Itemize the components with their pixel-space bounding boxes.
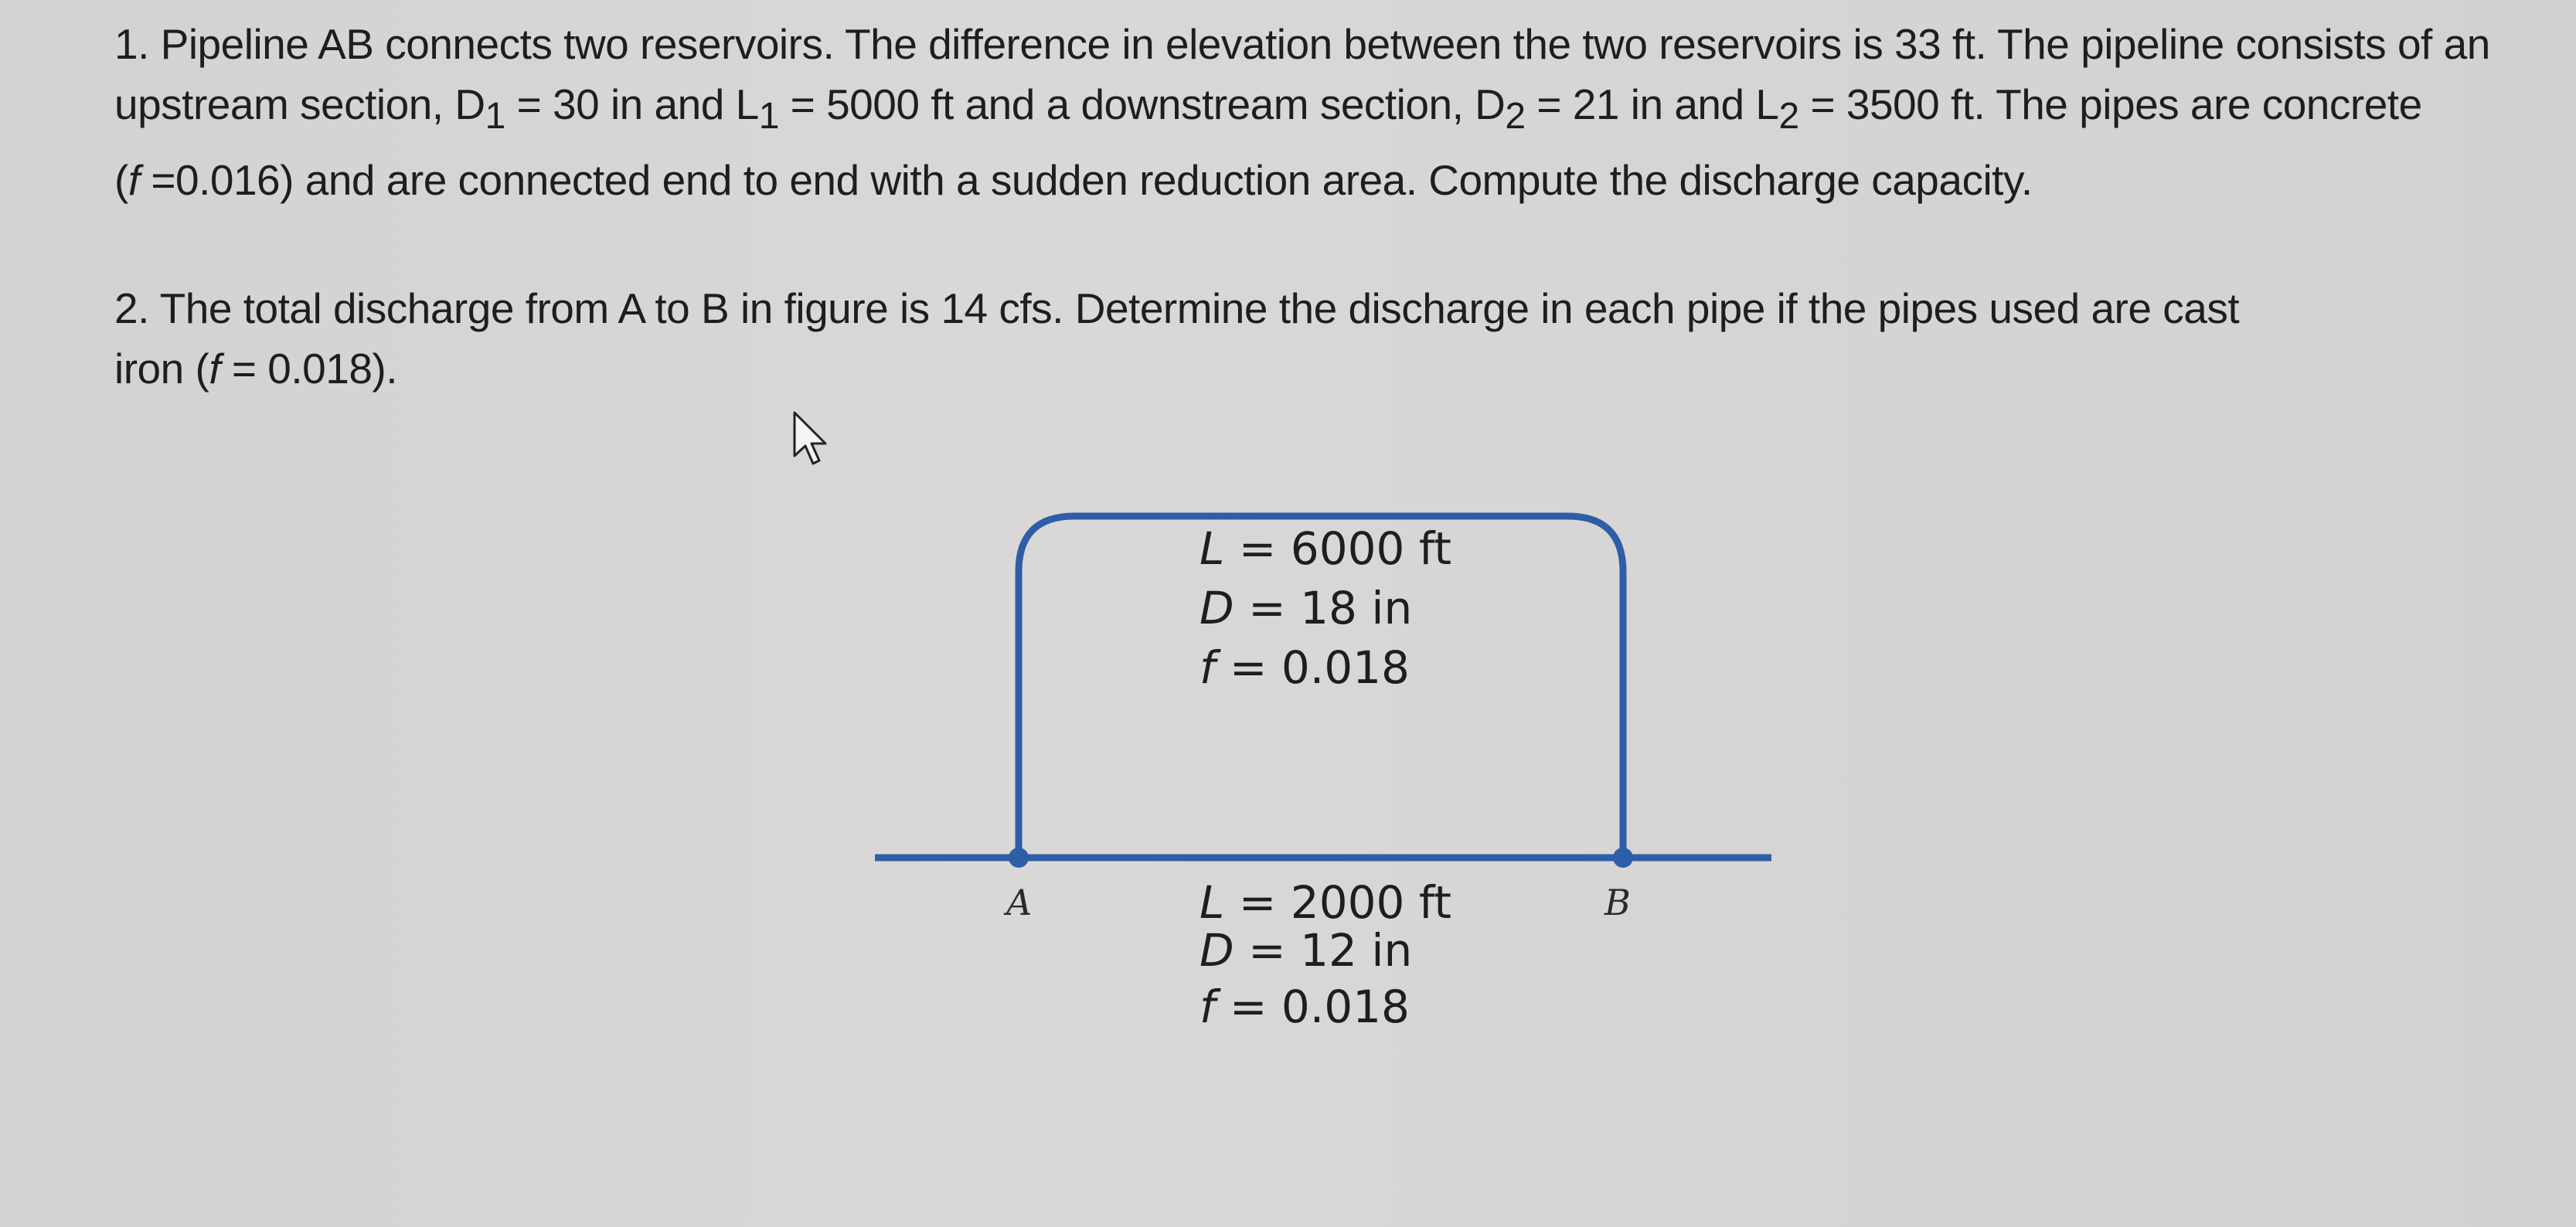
lower-pipe-diameter-value: = 12 in	[1234, 924, 1413, 977]
upper-pipe-length	[1200, 522, 1451, 575]
lower-pipe-friction-value: = 0.018	[1215, 981, 1410, 1033]
upper-pipe-length-value: = 6000 ft	[1224, 522, 1451, 575]
d1-subscript: 1	[485, 96, 505, 137]
upper-pipe-diameter	[1200, 582, 1412, 634]
d2-symbol: D	[1475, 80, 1506, 128]
lower-pipe-friction-var: f	[1200, 981, 1216, 1033]
l2-subscript: 2	[1778, 96, 1799, 137]
l2-symbol: L	[1755, 80, 1779, 128]
upper-pipe-diameter-value: = 18 in	[1234, 582, 1413, 634]
text-run: upstream section,	[114, 80, 455, 128]
lower-pipe-diameter-var: D	[1200, 924, 1234, 977]
text-run: = 30 in and	[505, 80, 736, 128]
text-run: = 21 in and	[1525, 80, 1756, 128]
lower-pipe-length-value: = 2000 ft	[1224, 876, 1451, 929]
upper-pipe-diameter-var: D	[1200, 582, 1234, 634]
upper-pipe-length-var: L	[1200, 522, 1225, 575]
d1-symbol: D	[454, 80, 485, 128]
junction-b-marker	[1613, 848, 1633, 868]
lower-pipe-friction	[1200, 981, 1410, 1033]
friction-factor-symbol: f	[128, 156, 140, 204]
friction-factor-symbol: f	[209, 345, 221, 393]
text-run: (	[114, 156, 128, 204]
text-run: = 0.018).	[220, 345, 398, 393]
upper-pipe-friction	[1200, 641, 1410, 694]
text-run: = 5000 ft and a downstream section,	[778, 80, 1475, 128]
text-run: =0.016) and are connected end to end with a sudden reduction area. Compute the discharge capacity.	[139, 156, 2033, 204]
d2-subscript: 2	[1505, 96, 1526, 137]
problem-1-line-1: 1. Pipeline AB connects two reservoirs. The difference in elevation between the two reservoirs is 33 ft. The pipeline consists of an	[114, 20, 2490, 68]
lower-pipe-diameter	[1200, 924, 1412, 977]
text-run: iron (	[114, 345, 209, 393]
point-a-label: A	[1006, 882, 1033, 923]
text-run: = 3500 ft. The pipes are concrete	[1798, 80, 2422, 128]
l1-symbol: L	[735, 80, 759, 128]
lower-pipe-length-var: L	[1200, 876, 1225, 929]
junction-a-marker	[1009, 848, 1029, 868]
upper-pipe-friction-value: = 0.018	[1215, 641, 1410, 694]
l1-subscript: 1	[758, 96, 779, 137]
upper-pipe-friction-var: f	[1200, 641, 1216, 694]
lower-pipe-length	[1200, 876, 1451, 929]
point-b-label: B	[1604, 882, 1631, 923]
problem-2-line-1: 2. The total discharge from A to B in figure is 14 cfs. Determine the discharge in each pipe if the pipes used are cast	[114, 284, 2240, 332]
